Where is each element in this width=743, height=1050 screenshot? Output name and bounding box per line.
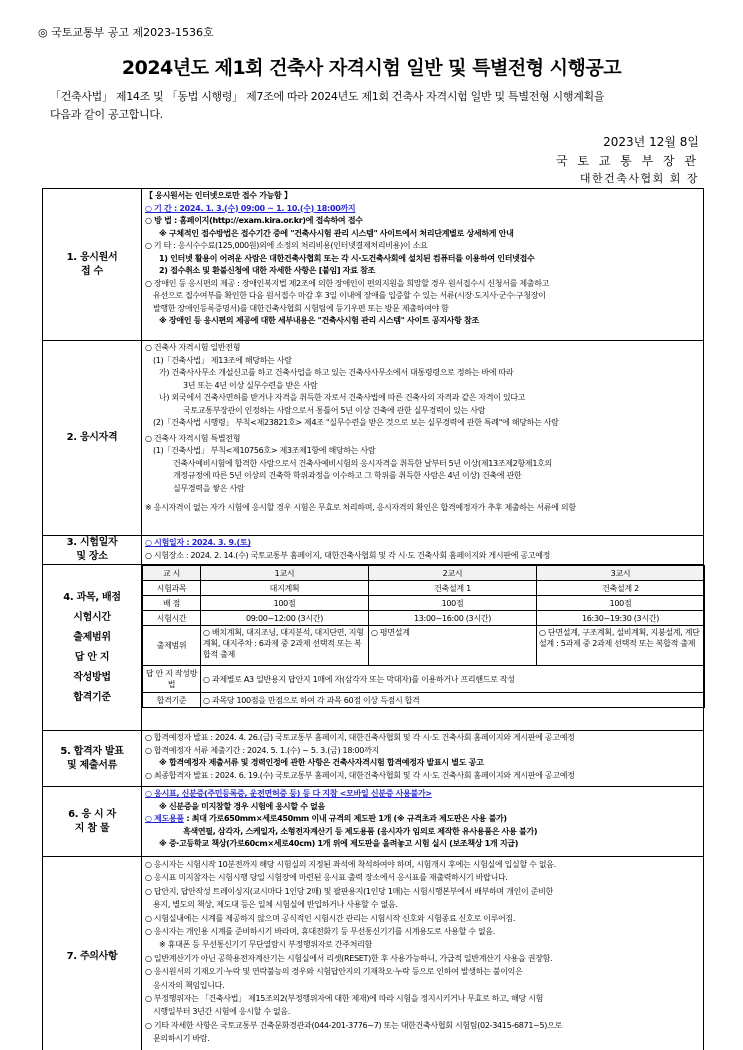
text-line: 실무경력을 쌓은 사람 [173,483,245,493]
section-content [142,731,704,787]
text-line: 3년 또는 4년 이상 실무수련을 받은 사람 [183,380,318,390]
section-label-line: 6. 응 시 자 [68,808,116,820]
text-line: 나) 외국에서 건축사면허를 받거나 자격을 취득한 자로서 건축사법에 따른 건축사의 자격과 같은 자격이 있다고 [159,393,526,402]
section-label [43,189,142,341]
section-content [142,341,704,536]
table-header: 2교시 [369,566,537,581]
text-line: 용지, 별도의 책상, 제도대 등은 일체 시험실에 반입하거나 사용할 수 없음. [153,900,398,910]
text-line: 국토교통부장관이 인정하는 사람으로서 통틀어 5년 이상 건축에 관한 실무경력이 있는 사람 [183,405,486,415]
text-line: ○ 방 법 : 홈페이지(http://exam.kira.or.kr)에 접속하여 접수 [145,216,363,225]
section-content [142,857,704,1050]
row-label: 시험시간 [143,611,201,626]
table-cell: 건축설계 1 [369,581,537,596]
text-line: ○ 최종합격자 발표 : 2024. 6. 19.(수) 국토교통부 홈페이지, 대한건축사협회 및 각 시·도 건축사회 홈페이지와 게시판에 공고예정 [145,770,575,780]
row-label: 합격기준 [143,693,201,708]
table-row [143,693,705,708]
section-label [43,536,142,565]
subjects-table [142,565,705,708]
notice-date: 2023년 12월 8일 [603,135,699,149]
text-line: 【 응시원서는 인터넷으로만 접수 가능함 】 [145,191,292,200]
section-label-line: 및 장소 [76,551,108,562]
table-row [143,581,705,596]
table-cell: ○ 평면설계 [369,626,537,666]
text-line: ○ 기타 자세한 사항은 국토교통부 건축문화경관과(044-201-3776~7) 또는 대한건축사협회 시험팀(02-3415-6871~5)으로 [145,1020,562,1030]
highlight-line: ○ 응시표, 신분증(주민등록증, 운전면허증 등) 등 다 지참 <모바일 신분증 사용불가> [145,789,432,798]
note-line: ※ 장애인 등 응시편의 제공에 대한 세부내용은 "건축사시험 관리 시스템" 사이트 공지사항 참조 [159,316,479,325]
text-line: 시행일부터 3년간 시험에 응시할 수 없음. [153,1007,291,1017]
text-line: ○ 건축사 자격시험 일반전형 [145,343,241,352]
section-eligibility [43,341,704,536]
table-cell: 09:00~12:00 (3시간) [201,611,369,626]
note-line: ※ 응시자격이 없는 자가 시험에 응시할 경우 시험은 무효로 처리하며, 응시자격의 확인은 합격예정자가 추후 제출하는 서류에 의함 [145,503,576,512]
text-line: ○ 합격예정자 발표 : 2024. 4. 26.(금) 국토교통부 홈페이지, 대한건축사협회 및 각 시·도 건축사회 홈페이지와 게시판에 공고예정 [145,733,575,742]
table-row [143,566,705,581]
notice-number: ◎ 국토교통부 공고 제2023-1536호 [38,26,214,39]
text-line: ○ 일반계산기가 아닌 공학용전자계산기는 시험실에서 리셋(RESET)한 후 사용가능하니, 가급적 일반계산기 사용을 권장함. [145,953,553,963]
table-cell: 16:30~19:30 (3시간) [537,611,705,626]
section-subjects [43,565,704,731]
text-line: 2) 접수취소 및 환불신청에 대한 자세한 사항은 [붙임] 자료 참조 [159,266,375,275]
table-header: 교 시 [143,566,201,581]
text-line: ○ 응시표 미지참자는 시험시행 당일 시험장에 마련된 응시표 출력 장소에서 응시표를 재출력하시기 바랍니다. [145,873,508,883]
table-header: 3교시 [537,566,705,581]
section-label-line: 출제범위 [73,631,111,643]
section-results [43,731,704,787]
text-line: ○ 합격예정자 서류 제출기간 : 2024. 5. 1.(수) ~ 5. 3.(금) 18:00까지 [145,745,379,755]
section-label-line: 5. 합격자 발표 [60,745,124,757]
notice-table [42,188,704,1050]
row-label: 출제범위 [143,626,201,666]
table-cell: 100점 [369,596,537,611]
section-cautions [43,857,704,1050]
section-content [142,536,704,565]
note-line: ※ 구체적인 접수방법은 접수기간 중에 "건축사시험 관리 시스템" 사이트에서 처리단계별로 상세하게 안내 [159,228,514,238]
text-line: ○ 응시자는 개인용 시계를 준비하시기 바라며, 휴대전화기 등 무선통신기기를 시계용도로 사용할 수 없음. [145,927,496,937]
text-line: ○ 시험실내에는 시계를 제공하지 않으며 공식적인 시험시간 관리는 시험시작 신호와 시험종료 신호로 이루어짐. [145,913,516,923]
text-line: ○ 응시자는 시험시작 10분전까지 해당 시험실의 지정된 좌석에 착석하여야 하며, 시험개시 후에는 시험실에 입실할 수 없음. [145,860,556,869]
note-line: ※ 합격예정자 제출서류 및 경력인정에 관한 사항은 건축사자격시험 합격예정자 발표시 별도 공고 [159,758,484,767]
section-label-line: 답 안 지 [74,651,110,663]
section-content [142,787,704,857]
section-content [142,565,704,731]
table-cell: ○ 단면설계, 구조계획, 설비계획, 지붕설계, 계단설계 : 5과제 중 2과제 선택적 또는 복합적 출제 [537,626,705,666]
text-line: 응시자의 책임입니다. [153,980,225,990]
highlight-line: ○ 시험일자 : 2024. 3. 9.(토) [145,538,251,547]
section-label-line: 및 제출서류 [67,759,117,771]
text-line: ○ 기 타 : 응시수수료(125,000원)외에 소정의 처리비용(인터넷결제처리비용)이 소요 [145,241,428,250]
signer-association: 대한건축사협회 회 장 [579,172,699,185]
section-label-line: 접 수 [81,265,103,277]
text-line: ○ 응시원서의 기재오기·누락 및 연락불능의 경우와 시험답안지의 기재착오·누락 등으로 인하여 발생하는 불이익은 [145,967,523,977]
text-line: 유선으로 접수여부를 확인한 다음 원서접수 마감 후 3일 이내에 장애를 입증할 수 있는 서류(시장·도지사·군수·구청장이 [153,291,546,300]
section-label-line: 작성방법 [73,671,111,683]
table-cell: 건축설계 2 [537,581,705,596]
intro-paragraph [50,88,702,124]
text-line: ○ 부정행위자는 「건축사법」 제15조의2(부정행위자에 대한 제재)에 따라 시험을 정지시키거나 무효로 하고, 해당 시험 [145,994,544,1004]
section-content [142,189,704,341]
text-line: 개정규정에 따른 5년 이상의 건축학 학위과정을 이수하고 그 학위를 취득한 사람은 4년 이상) 건축에 관한 [173,471,522,480]
table-cell: 100점 [201,596,369,611]
table-row [143,666,705,693]
table-cell: ○ 배치계획, 대지조닝, 대지분석, 대지단면, 지형계획, 대지주차 : 6과제 중 2과제 선택적 또는 복합적 출제 [201,626,369,666]
section-label-line: 1. 응시원서 [66,251,118,263]
table-cell: 13:00~16:00 (3시간) [369,611,537,626]
row-label: 시험과목 [143,581,201,596]
section-label-line: 지 참 물 [74,822,110,834]
text-line: (1)「건축사법」 제13조에 해당하는 사람 [153,355,292,365]
section-label [43,565,142,731]
note-line: ※ 신분증을 미지참할 경우 시험에 응시할 수 없음 [159,801,326,811]
text-line: 흑색연필, 삼각자, 스케일자, 소형전자계산기 등 제도용품 (응시자가 임의로 제작한 유사용품은 사용 불가) [183,826,538,836]
section-application [43,189,704,341]
section-label-line: 4. 과목, 배점 [63,591,121,603]
text-line: (1)「건축사법」 부칙<제10756호> 제3조제1항에 해당하는 사람 [153,446,376,455]
table-row [143,626,705,666]
signer-ministry: 국 토 교 통 부 장 관 [555,154,699,168]
note-line: ※ 중·고등학교 책상(가로60cm×세로40cm) 1개 위에 제도판을 올려놓고 시험 실시 (보조책상 1개 지급) [159,839,519,848]
section-label-line: 3. 시험일자 [66,537,118,548]
text-line [145,813,700,826]
table-cell: 대지계획 [201,581,369,596]
section-label [43,731,142,787]
note-line: ※ 휴대폰 등 무선통신기기 무단열람시 부정행위자로 간주처리함 [159,940,372,950]
text-line: 1) 인터넷 활용이 어려운 사람은 대한건축사협회 또는 각 시·도건축사회에 설치된 컴퓨터를 이용하여 인터넷접수 [159,253,535,263]
text-line: 건축사예비시험에 합격한 사람으로서 건축사예비시험의 응시자격을 취득한 날부터 5년 이상(제13조제2항제1호의 [173,458,552,468]
table-row [143,596,705,611]
section-belongings [43,787,704,857]
table-cell: 100점 [537,596,705,611]
text-line: 가) 건축사사무소 개설신고를 하고 건축사업을 하고 있는 건축사사무소에서 대통령령으로 정하는 바에 따라 [159,368,514,377]
table-cell: ○ 과목당 100점을 만점으로 하여 각 과목 60점 이상 득점시 합격 [201,693,705,708]
drafting-supplies-label: ○ 제도용품 [145,814,184,823]
text-line: ○ 답안지, 답안작성 트레이싱지(교시마다 1인당 2매) 및 팔판용지(1인당 1매)는 시험시행본부에서 배부하며 개인이 준비한 [145,886,553,896]
text-line: ○ 장애인 등 응시편의 제공 : 장애인복지법 제2조에 의한 장애인이 편의지원을 희망할 경우 원서접수시 신청서를 제출하고 [145,278,550,288]
row-label: 답 안 지 작성방법 [143,666,201,693]
section-label-line: 합격기준 [73,691,111,703]
intro-line: 「건축사법」 제14조 및 「동법 시행령」 제7조에 따라 2024년도 제1회 건축사 자격시험 일반 및 특별전형 시행계획을 [50,90,605,103]
text-line: (2)「건축사법 시행령」 부칙<제23821호> 제4조 "실무수련을 받은 것으로 보는 실무경력에 관한 특례"에 해당하는 사람 [153,418,559,427]
row-label: 배 점 [143,596,201,611]
text-fragment: : 최대 가로650mm×세로450mm 이내 규격의 제도판 1개 (※ 규격초과 제도판은 사용 불가) [186,814,507,823]
highlight-line: ○ 기 간 : 2024. 1. 3.(수) 09:00 ~ 1. 10.(수) 18:00까지 [145,203,356,213]
table-row [143,611,705,626]
page-title: 2024년도 제1회 건축사 자격시험 일반 및 특별전형 시행공고 [121,57,622,79]
text-line: ○ 건축사 자격시험 특별전형 [145,433,241,443]
section-label [43,787,142,857]
table-cell: ○ 과제별로 A3 일반용지 답안지 1매에 자(삼각자 또는 막대자)를 이용하거나 프리핸드로 작성 [201,666,705,693]
section-label-line: 시험시간 [73,611,111,623]
intro-line: 다음과 같이 공고합니다. [50,108,163,121]
section-label: 7. 주의사항 [43,857,142,1050]
text-line: 발행한 장애인등록증명서)를 대한건축사협회 시험팀에 등기우편 또는 방문 제출하여야 함 [153,303,449,313]
section-label: 2. 응시자격 [43,341,142,536]
table-header: 1교시 [201,566,369,581]
section-exam-date [43,536,704,565]
text-line: ○ 시험장소 : 2024. 2. 14.(수) 국토교통부 홈페이지, 대한건축사협회 및 각 시·도 건축사회 홈페이지와 게시판에 공고예정 [145,550,551,560]
text-line: 문의하시기 바람. [153,1034,210,1044]
